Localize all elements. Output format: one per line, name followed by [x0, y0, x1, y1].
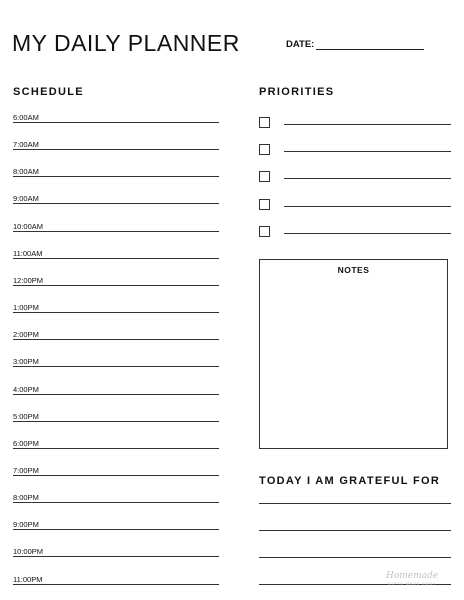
schedule-row[interactable] [13, 232, 219, 259]
priority-checkbox[interactable] [259, 171, 270, 182]
priority-checkbox[interactable] [259, 144, 270, 155]
priority-checkbox[interactable] [259, 117, 270, 128]
schedule-time-label: 1:00PM [13, 303, 39, 313]
schedule-time-label: 11:00PM [13, 574, 43, 584]
grateful-entry-line[interactable] [259, 530, 451, 531]
date-field[interactable] [316, 49, 424, 50]
schedule-time-label: 9:00AM [13, 194, 39, 204]
grateful-heading: TODAY I AM GRATEFUL FOR [259, 475, 441, 487]
schedule-time-label: 8:00AM [13, 167, 39, 177]
priority-entry-line[interactable] [284, 124, 451, 125]
priority-entry-line[interactable] [284, 178, 451, 179]
grateful-entry-line[interactable] [259, 503, 451, 504]
schedule-row[interactable] [13, 205, 219, 232]
schedule-time-label: 2:00PM [13, 330, 39, 340]
priority-item [259, 167, 451, 194]
schedule-row[interactable] [13, 177, 219, 204]
schedule-row[interactable] [13, 340, 219, 367]
priority-item [259, 140, 451, 167]
schedule-row[interactable] [13, 395, 219, 422]
priority-checkbox[interactable] [259, 199, 270, 210]
schedule-time-label: 10:00PM [13, 547, 44, 557]
date-label: DATE: [286, 39, 315, 50]
schedule-row[interactable] [13, 150, 219, 177]
schedule-time-label: 8:00PM [13, 493, 39, 503]
schedule-time-label: 6:00AM [13, 113, 39, 122]
watermark-main: Homemade [386, 571, 439, 581]
notes-box[interactable] [259, 259, 448, 449]
schedule-time-label: 4:00PM [13, 384, 39, 394]
schedule-row[interactable] [13, 313, 219, 340]
grateful-entry-line[interactable] [259, 557, 451, 558]
schedule-row[interactable] [13, 259, 219, 286]
schedule-row[interactable] [13, 286, 219, 313]
schedule-time-label: 6:00PM [13, 438, 39, 448]
schedule-time-label: 12:00PM [13, 275, 44, 285]
schedule-time-label: 10:00AM [13, 221, 44, 231]
schedule-time-label: 11:00AM [13, 248, 43, 258]
schedule-time-label: 5:00PM [13, 411, 39, 421]
schedule-time-label: 7:00AM [13, 140, 39, 150]
schedule-row[interactable] [13, 530, 219, 557]
priorities-heading: PRIORITIES [259, 86, 335, 98]
notes-label: NOTES [337, 265, 370, 275]
schedule-row[interactable] [13, 476, 219, 503]
schedule-row[interactable] [13, 422, 219, 449]
schedule-time-label: 9:00PM [13, 520, 39, 530]
priority-item [259, 222, 451, 249]
schedule-row[interactable] [13, 123, 219, 150]
schedule-time-label: 7:00PM [13, 465, 39, 475]
schedule-time-label: 3:00PM [13, 357, 39, 367]
priority-item [259, 113, 451, 140]
schedule-row[interactable] [13, 96, 219, 123]
schedule-row[interactable] [13, 558, 219, 585]
priority-checkbox[interactable] [259, 226, 270, 237]
page-title: MY DAILY PLANNER [12, 30, 240, 56]
priority-entry-line[interactable] [284, 151, 451, 152]
watermark-sub: GIFTS MADE EASY [387, 581, 437, 586]
watermark-logo [386, 572, 438, 586]
schedule-row[interactable] [13, 449, 219, 476]
schedule-entry-line[interactable] [13, 584, 219, 585]
priority-entry-line[interactable] [284, 233, 451, 234]
schedule-row[interactable] [13, 503, 219, 530]
priority-item [259, 195, 451, 222]
schedule-heading: SCHEDULE [13, 86, 84, 98]
schedule-row[interactable] [13, 368, 219, 395]
priority-entry-line[interactable] [284, 206, 451, 207]
